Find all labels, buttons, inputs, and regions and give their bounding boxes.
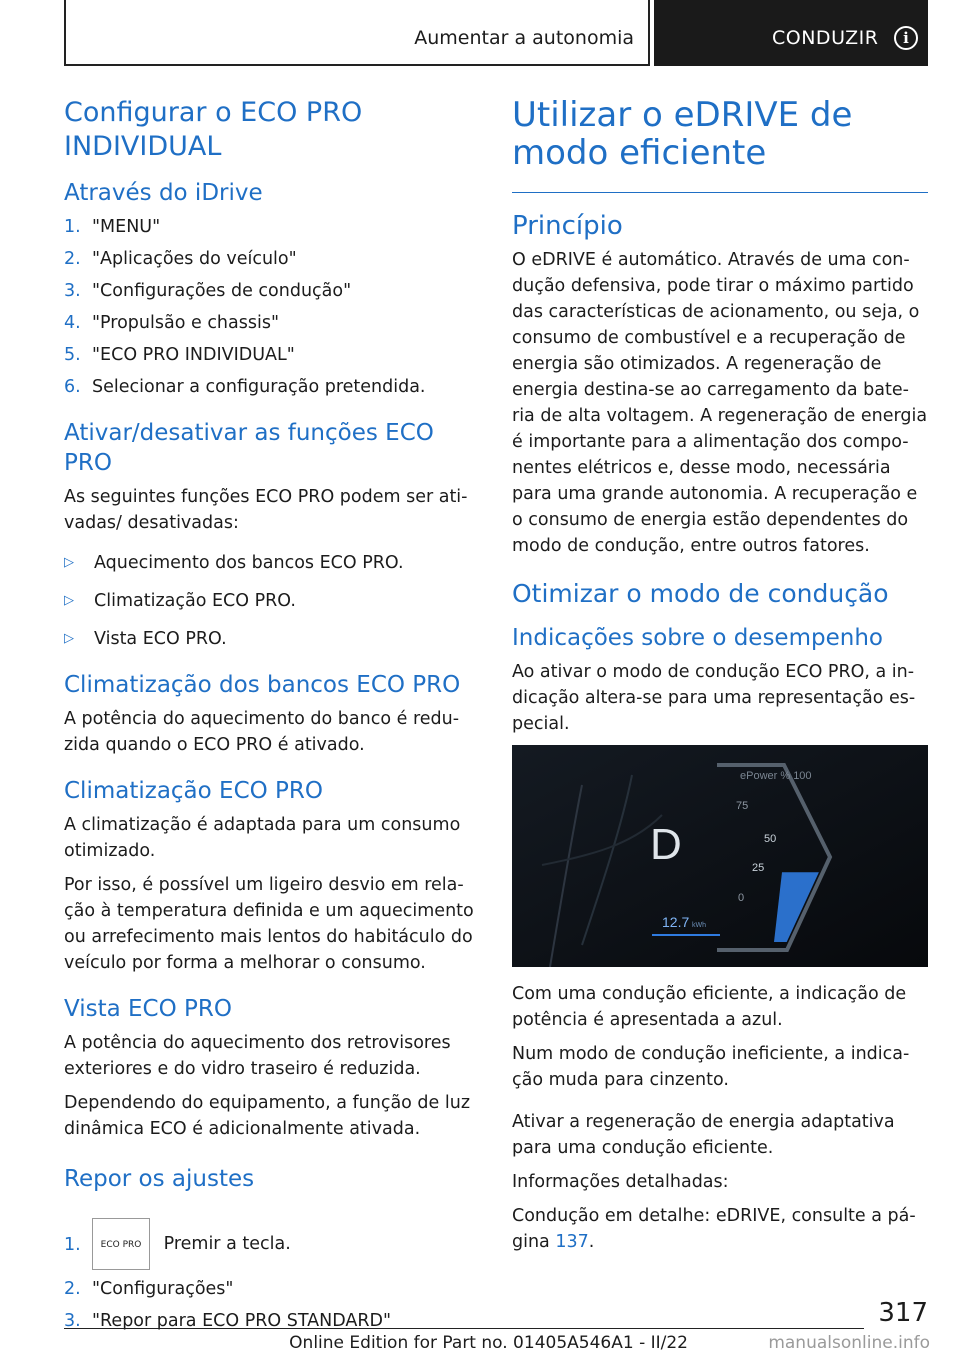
heading-eco-view: Vista ECO PRO: [64, 996, 232, 1022]
list-item: 3. "Repor para ECO PRO STANDARD": [64, 1311, 392, 1331]
eco-pro-button[interactable]: ECO PRO: [92, 1218, 150, 1270]
title-rule: [512, 192, 928, 193]
footer-edition: Online Edition for Part no. 01405A546A1 - II/22: [289, 1333, 688, 1353]
list-item: 5. "ECO PRO INDIVIDUAL": [64, 345, 295, 365]
header-section-box: [64, 0, 650, 66]
instrument-cluster-image: [512, 745, 928, 967]
caption-efficient: Com uma condução eficiente, a indicação de potência é apresentada a azul.: [512, 984, 907, 1030]
adaptive-regeneration-text: Ativar a regeneração de energia adaptativa para uma condução eficiente.: [512, 1112, 895, 1158]
list-item: ▷ Vista ECO PRO.: [64, 626, 480, 652]
reference-text: Condução em detalhe: eDRIVE, consulte a pá-gina 137.: [512, 1206, 916, 1252]
right-column: [512, 96, 928, 1263]
list-item: ▷ Aquecimento dos bancos ECO PRO.: [64, 550, 480, 576]
eco-view-text-2: Dependendo do equipamento, a função de luz dinâmica ECO é adicionalmente ativada.: [64, 1093, 471, 1139]
triangle-bullet-icon: ▷: [64, 555, 74, 570]
heading-optimize: Otimizar o modo de condução: [512, 579, 889, 608]
header-chapter-box: [654, 0, 928, 66]
info-icon[interactable]: i: [894, 26, 918, 50]
list-item: 2. "Aplicações do veículo": [64, 249, 297, 269]
list-item: 2. "Configurações": [64, 1279, 234, 1299]
reset-steps: [64, 1204, 480, 1334]
toggle-intro: As seguintes funções ECO PRO podem ser ati-vadas/ desativadas:: [64, 487, 468, 533]
triangle-bullet-icon: ▷: [64, 593, 74, 608]
tick-label-75: 75: [736, 800, 749, 812]
heading-reset: Repor os ajustes: [64, 1166, 255, 1192]
section-title-edrive: Utilizar o eDRIVE de modo eficiente: [512, 95, 853, 173]
list-item: 6. Selecionar a configuração pretendida.: [64, 377, 426, 397]
page-reference-link[interactable]: 137: [555, 1232, 589, 1252]
principle-text: O eDRIVE é automático. Através de uma con-dução defensiva, pode tirar o máximo partido das características de acionamento, ou seja, o consumo de combustível e a recuperação de energia são otimizados. A regeneração de energia destina-se ao carregamento da bate-ria de alta voltagem. A regeneração de energia é importante para a alimentação dos compo-nentes elétricos e, desse modo, necessária para uma grande autonomia. A recuperação e o consumo de energia estão dependentes do modo de condução, entre outros fatores.: [512, 250, 928, 556]
heading-principle: Princípio: [512, 211, 623, 241]
epower-label: ePower % 100: [740, 770, 812, 782]
seat-climate-text: A potência do aquecimento do banco é redu-zida quando o ECO PRO é ativado.: [64, 709, 460, 755]
tick-label-0: 0: [738, 892, 745, 904]
tick-label-50: 50: [764, 833, 777, 845]
toggle-bullets: [64, 550, 480, 652]
left-column: [64, 96, 480, 1340]
performance-text: Ao ativar o modo de condução ECO PRO, a in-dicação altera-se para uma representação es-pecial.: [512, 662, 916, 734]
instrument-cluster-svg: [512, 745, 928, 967]
heading-toggle-functions: Ativar/desativar as funções ECO PRO: [64, 420, 434, 476]
list-item: 1. ECO PRO Premir a tecla.: [64, 1204, 480, 1270]
triangle-bullet-icon: ▷: [64, 631, 74, 646]
consumption-unit: kWh: [692, 922, 706, 929]
heading-performance: Indicações sobre o desempenho: [512, 625, 883, 651]
heading-idrive: Através do iDrive: [64, 180, 263, 206]
section-title-eco-pro-individual: Configurar o ECO PRO INDIVIDUAL: [64, 97, 363, 162]
list-item: 1. "MENU": [64, 217, 161, 237]
consumption-value: 12.7: [662, 914, 690, 930]
gear-indicator: D: [650, 820, 682, 869]
climate-text-2: Por isso, é possível um ligeiro desvio em rela-ção à temperatura definida e um aquecimento ou arrefecimento mais lentos do habitáculo do veículo por forma a melhorar o consumo.: [64, 875, 474, 973]
list-item: 3. "Configurações de condução": [64, 281, 352, 301]
list-item: ▷ Climatização ECO PRO.: [64, 588, 480, 614]
climate-text-1: A climatização é adaptada para um consumo otimizado.: [64, 815, 461, 861]
eco-view-text-1: A potência do aquecimento dos retrovisores exteriores e do vidro traseiro é reduzida.: [64, 1033, 451, 1079]
idrive-steps: [64, 214, 480, 400]
detailed-info-label: Informações detalhadas:: [512, 1172, 729, 1192]
list-item: 4. "Propulsão e chassis": [64, 313, 280, 333]
heading-seat-climate: Climatização dos bancos ECO PRO: [64, 672, 461, 698]
footer-watermark: manualsonline.info: [768, 1333, 930, 1353]
page-number: 317: [878, 1298, 928, 1328]
header-chapter-title: CONDUZIR: [772, 27, 879, 49]
caption-inefficient: Num modo de condução ineficiente, a indica-ção muda para cinzento.: [512, 1044, 910, 1090]
tick-label-25: 25: [752, 862, 765, 874]
heading-climate: Climatização ECO PRO: [64, 778, 323, 804]
footer-rule: [64, 1328, 864, 1329]
header-section-title: Aumentar a autonomia: [414, 27, 634, 49]
